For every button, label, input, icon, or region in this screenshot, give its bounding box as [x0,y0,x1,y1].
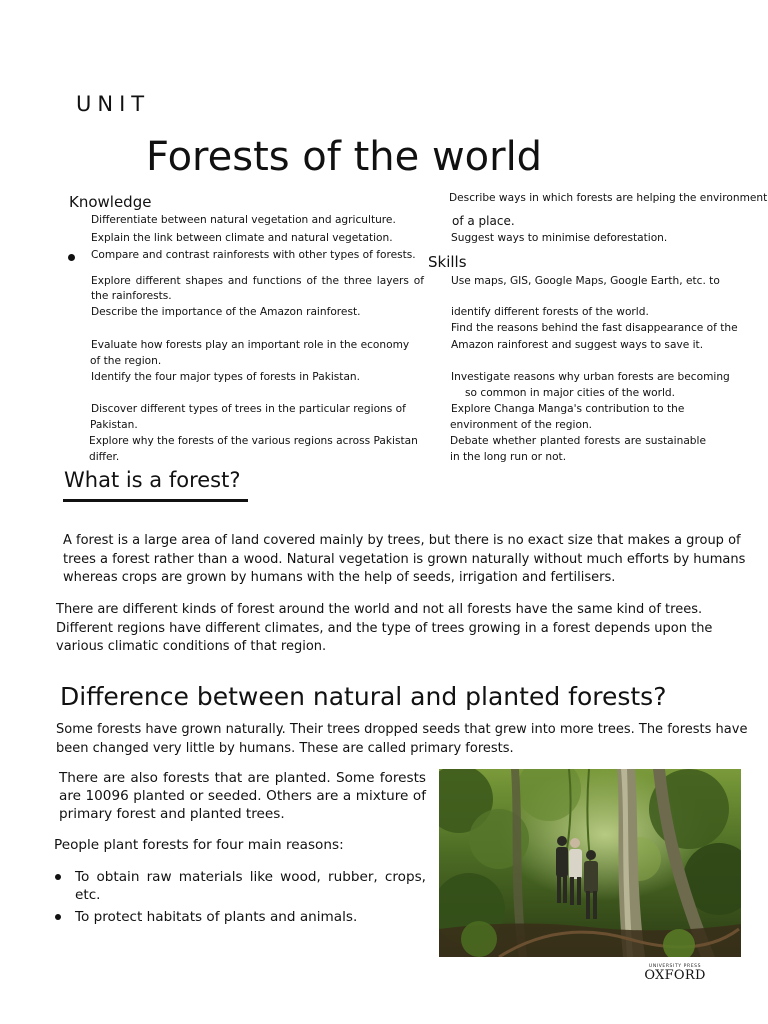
knowledge-line: Evaluate how forests play an important role in the economy [91,339,410,351]
skills-line: identify different forests of the world. [451,306,649,318]
knowledge-line: Explain the link between climate and natural vegetation. [91,232,393,244]
skills-line: Amazon rainforest and suggest ways to save it. [451,339,704,351]
unit-label: UNIT [76,92,151,116]
bullet-dot [68,254,75,261]
heading-underline [63,499,248,502]
publisher-logo [640,964,710,983]
knowledge-line: Explore different shapes and functions of the three layers of [91,275,424,287]
knowledge-line: differ. [89,451,120,463]
skills-line: in the long run or not. [450,451,567,463]
environment-line: of a place. [452,214,515,228]
logo-subtitle: UNIVERSITY PRESS [648,964,702,969]
skills-line: environment of the region. [450,419,593,431]
knowledge-line: Discover different types of trees in the particular regions of [91,403,406,415]
knowledge-line: Explore why the forests of the various regions across Pakistan [89,435,418,447]
skills-line: Use maps, GIS, Google Maps, Google Earth, etc. to [451,275,720,287]
knowledge-line: the rainforests. [91,290,172,302]
forest-paragraph: A forest is a large area of land covered mainly by trees, but there is no exact size that makes a group of trees a forest rather than a wood. Natural vegetation is grown naturally without much efforts by humans whereas crops are grown by humans with the help of seeds, irrigation and fertilisers. [63,533,746,586]
skills-line: Explore Changa Manga's contribution to the [451,403,685,415]
environment-line: Describe ways in which forests are helping the environment [449,192,768,204]
skills-heading: Skills [428,253,467,271]
knowledge-line: Pakistan. [90,419,138,431]
knowledge-line: of the region. [90,355,162,367]
rainforest-illustration [439,769,741,957]
skills-line: so common in major cities of the world. [465,387,675,399]
list-item: To obtain raw materials like wood, rubber, crops, etc. [53,868,426,904]
rainforest-photo [439,769,741,957]
knowledge-heading: Knowledge [69,193,152,211]
knowledge-line: Describe the importance of the Amazon rainforest. [91,306,361,318]
section-heading-difference: Difference between natural and planted forests? [60,682,667,711]
list-item: To protect habitats of plants and animals. [53,908,426,926]
forest-paragraph: There are different kinds of forest around the world and not all forests have the same kind of trees. Different regions have different climates, and the type of trees growing in a forest depends upon the various climatic conditions of that region. [56,602,713,655]
knowledge-line: Differentiate between natural vegetation and agriculture. [91,214,396,226]
reasons-intro: People plant forests for four main reasons: [54,837,344,853]
skills-line: Debate whether planted forests are sustainable [450,435,706,447]
difference-paragraph: Some forests have grown naturally. Their trees dropped seeds that grew into more trees. The forests have been changed very little by humans. These are called primary forests. [56,722,748,756]
planted-paragraph: There are also forests that are planted. Some forests are 10096 planted or seeded. Others are a mixture of primary forest and planted trees. [59,770,426,822]
skills-line: Find the reasons behind the fast disappearance of the [451,322,738,334]
skills-line: Investigate reasons why urban forests are becoming [451,371,730,383]
environment-line: Suggest ways to minimise deforestation. [451,232,668,244]
reasons-list [53,868,426,926]
knowledge-line: Identify the four major types of forests in Pakistan. [91,371,361,383]
section-heading-forest: What is a forest? [64,468,241,492]
knowledge-line: Compare and contrast rainforests with other types of forests. [91,249,416,261]
logo-name: OXFORD [644,968,706,983]
page-title: Forests of the world [146,134,543,180]
